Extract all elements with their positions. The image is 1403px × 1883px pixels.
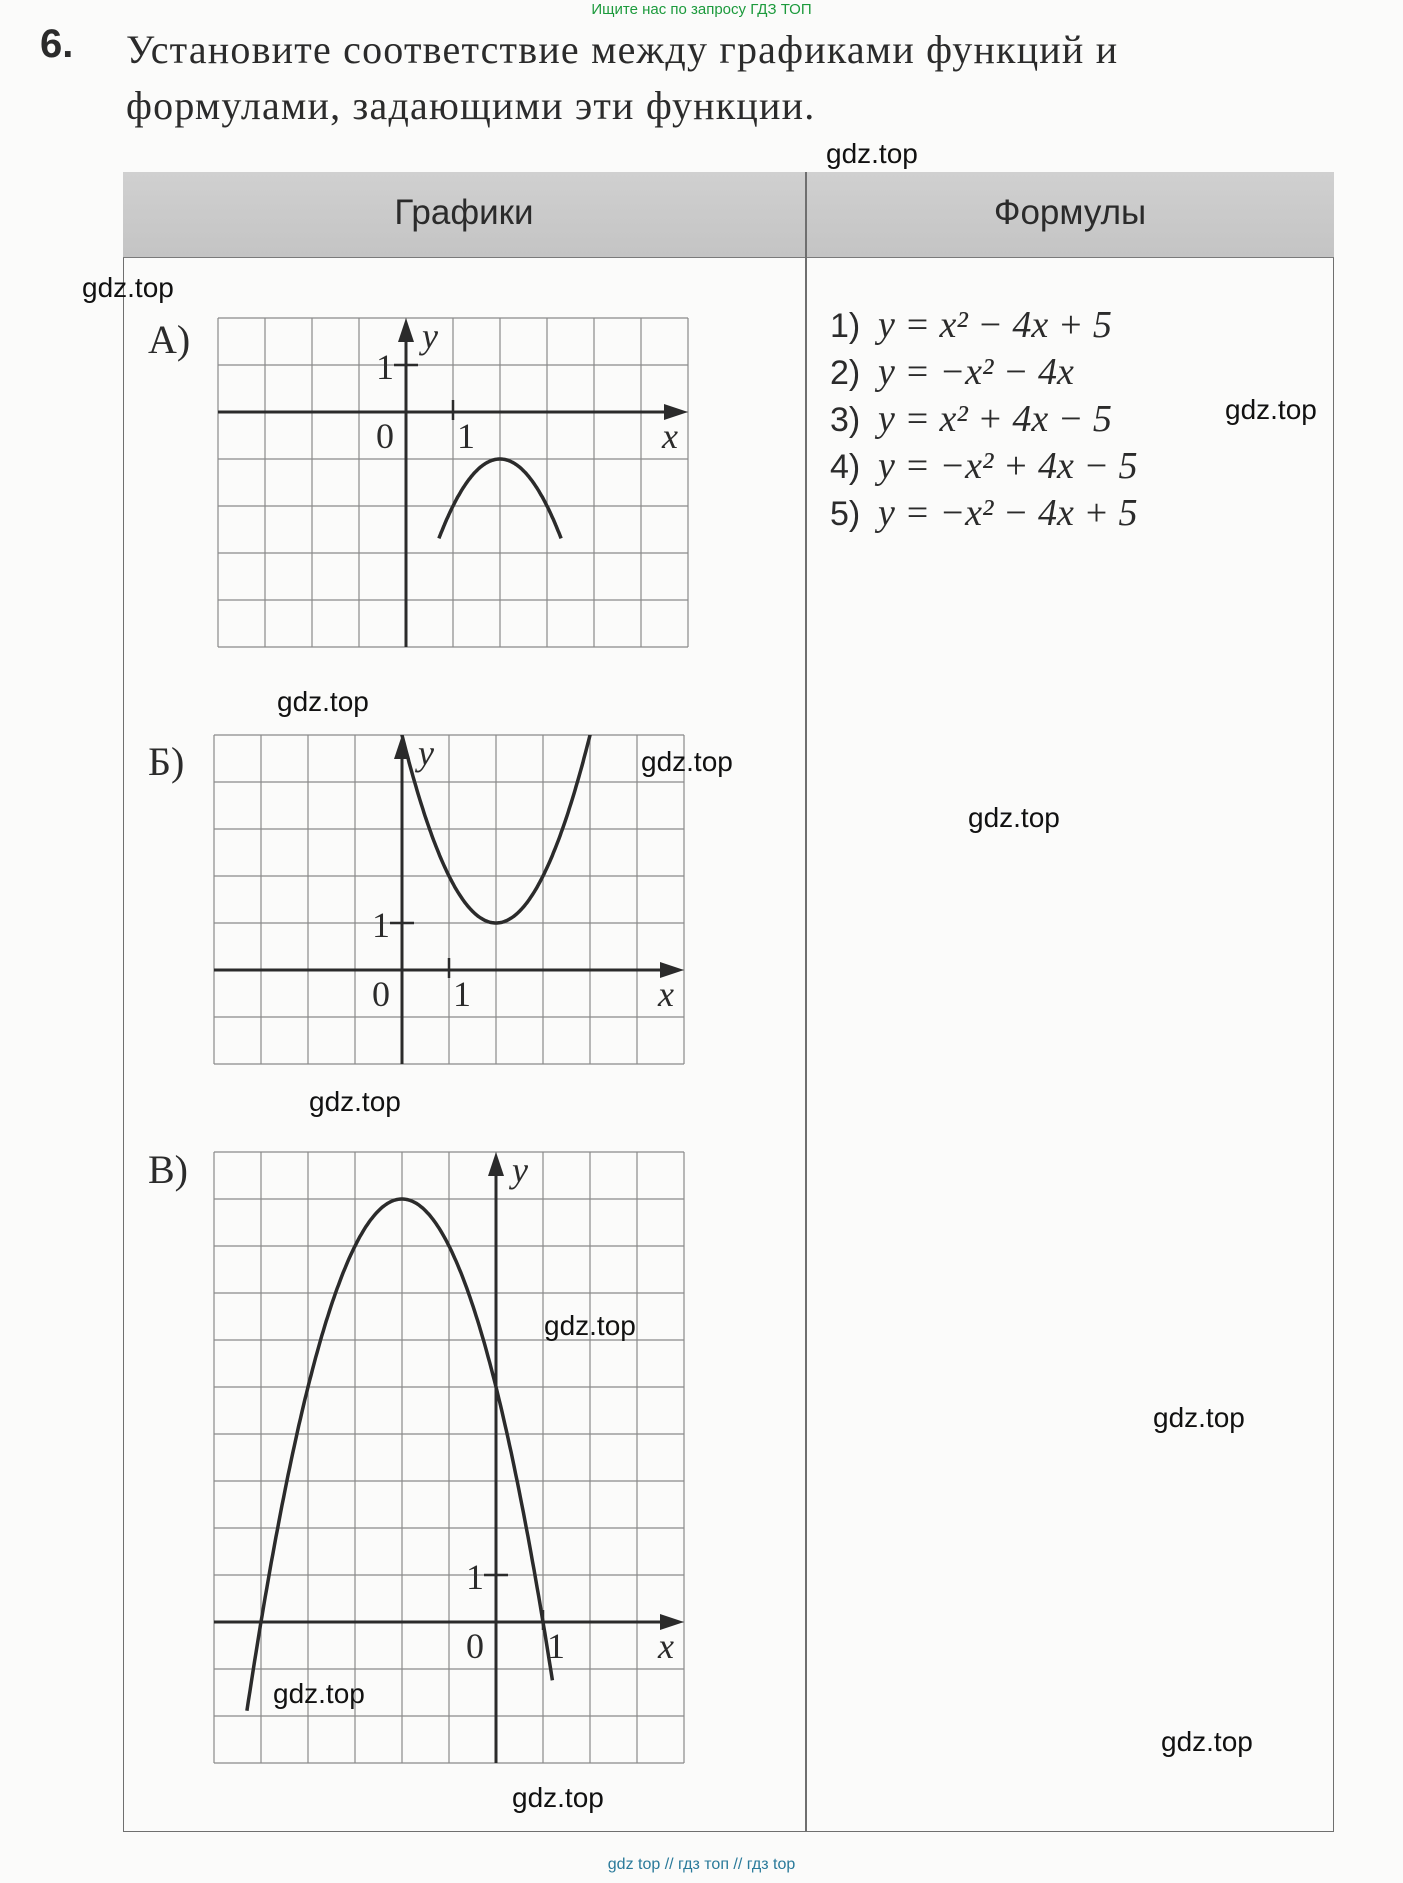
x-axis-label: x bbox=[658, 1626, 674, 1666]
origin-label: 0 bbox=[372, 974, 390, 1014]
x-axis-label: x bbox=[658, 974, 674, 1014]
graph-a bbox=[216, 316, 689, 652]
y-unit-label: 1 bbox=[376, 347, 394, 387]
watermark: gdz.top bbox=[309, 1086, 401, 1117]
x-unit-label: 1 bbox=[547, 1626, 565, 1666]
watermark: gdz.top bbox=[544, 1310, 636, 1341]
y-axis-arrow bbox=[488, 1152, 504, 1176]
x-axis-label: x bbox=[662, 416, 678, 456]
watermark: gdz.top bbox=[968, 802, 1060, 833]
y-axis-arrow bbox=[398, 318, 414, 342]
watermark: gdz.top bbox=[82, 272, 174, 303]
watermark: gdz.top bbox=[826, 138, 918, 169]
task-text bbox=[126, 22, 1346, 134]
watermark: gdz.top bbox=[273, 1678, 365, 1709]
footer-links: gdz top // гдз топ // гдз top bbox=[607, 1856, 796, 1873]
graph-v bbox=[212, 1150, 685, 1770]
task-number: 6. bbox=[40, 22, 74, 66]
formula-4: 4) y = −x² + 4x − 5 bbox=[830, 445, 1138, 487]
watermark: gdz.top bbox=[1161, 1726, 1253, 1757]
task-text-line-2: формулами, задающими эти функции. bbox=[126, 83, 816, 128]
column-divider bbox=[805, 172, 807, 1832]
y-axis-label: y bbox=[512, 1150, 528, 1190]
watermark: gdz.top bbox=[512, 1782, 604, 1813]
header-formulas: Формулы bbox=[993, 193, 1147, 232]
y-unit-label: 1 bbox=[466, 1557, 484, 1597]
task-text-line-1: Установите соответствие между графиками функций и bbox=[126, 27, 1119, 72]
formula-3: 3) y = x² + 4x − 5 bbox=[830, 398, 1112, 440]
graph-b bbox=[212, 733, 685, 1065]
graph-b-label: Б) bbox=[148, 739, 185, 784]
formula-5: 5) y = −x² − 4x + 5 bbox=[830, 492, 1138, 534]
watermark: gdz.top bbox=[277, 686, 369, 717]
watermark: gdz.top bbox=[641, 746, 733, 777]
graph-a-label: А) bbox=[148, 317, 191, 362]
y-axis-label: y bbox=[422, 316, 438, 356]
origin-label: 0 bbox=[466, 1626, 484, 1666]
top-search-note: Ищите нас по запросу ГДЗ ТОП bbox=[591, 1, 812, 18]
y-axis-label: y bbox=[418, 733, 434, 773]
y-unit-label: 1 bbox=[372, 905, 390, 945]
graph-v-label: В) bbox=[148, 1147, 188, 1192]
formula-2: 2) y = −x² − 4x bbox=[830, 351, 1074, 393]
origin-label: 0 bbox=[376, 416, 394, 456]
formula-1: 1) y = x² − 4x + 5 bbox=[830, 304, 1112, 346]
x-unit-label: 1 bbox=[457, 416, 475, 456]
x-unit-label: 1 bbox=[453, 974, 471, 1014]
header-graphs: Графики bbox=[394, 193, 534, 232]
formula-list bbox=[830, 302, 1138, 537]
watermark: gdz.top bbox=[1153, 1402, 1245, 1433]
parabola-curve bbox=[247, 1199, 553, 1711]
watermark: gdz.top bbox=[1225, 394, 1317, 425]
